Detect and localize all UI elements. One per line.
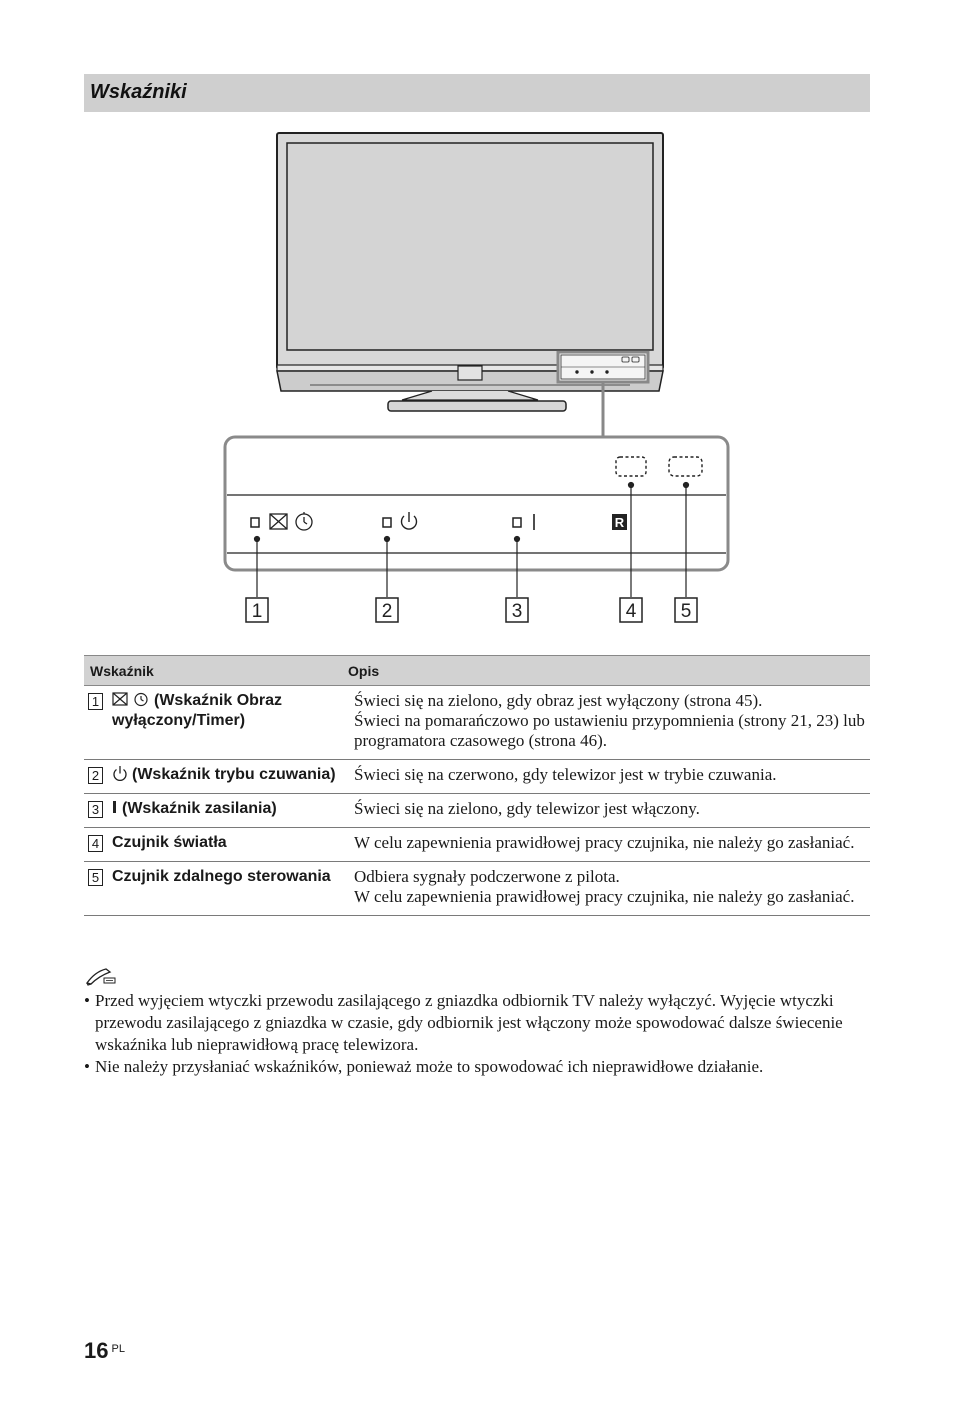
note-item: • Przed wyjęciem wtyczki przewodu zasilającego z gniazdka odbiornik TV należy wyłączyć. Wyjęcie wtyczki przewodu zasilającego z gniazdka w czasie, gdy odbiornik jest włączony może spowodować dalsze świecenie wskaźnika lub nieprawidłową pracę telewizora. (84, 990, 870, 1056)
table-header-row (84, 656, 870, 686)
description-cell (342, 760, 870, 794)
indicator-table-container (84, 655, 870, 916)
sensor-symbol-text: R (614, 515, 625, 530)
table-row (84, 760, 870, 794)
indicator-panel-closeup (225, 437, 728, 570)
callout-4 (620, 598, 642, 622)
standby-icon (112, 765, 128, 781)
row-icons (112, 691, 150, 707)
callout-2 (376, 598, 398, 622)
pencil-note-icon (84, 966, 118, 986)
row-number: 5 (88, 869, 103, 886)
indicator-cell (84, 862, 342, 916)
row-number: 2 (88, 767, 103, 784)
description-cell (342, 828, 870, 862)
table-row (84, 794, 870, 828)
indicator-label: (Wskaźnik zasilania) (122, 800, 277, 817)
row-number: 1 (88, 693, 103, 710)
description-line: Świeci na pomarańczowo po ustawieniu przypomnienia (strony 21, 23) lub programatora czasowego (strona 46). (354, 711, 865, 750)
description-line: Odbiera sygnały podczerwone z pilota. (354, 867, 620, 886)
description-line: Świeci się na zielono, gdy obraz jest wyłączony (strona 45). (354, 691, 763, 710)
callout-3 (506, 598, 528, 622)
table-row (84, 862, 870, 916)
indicator-cell (84, 760, 342, 794)
indicator-label: (Wskaźnik trybu czuwania) (132, 766, 336, 783)
callout-5 (675, 598, 697, 622)
description-line: W celu zapewnienia prawidłowej pracy czujnika, nie należy go zasłaniać. (354, 833, 855, 852)
indicator-cell (84, 828, 342, 862)
table-row (84, 828, 870, 862)
description-line: Świeci się na czerwono, gdy telewizor jest w trybie czuwania. (354, 765, 777, 784)
standby-indicator (383, 518, 391, 527)
note-item: • Nie należy przysłaniać wskaźników, ponieważ może to spowodować ich nieprawidłowe działanie. (84, 1056, 870, 1078)
tv-illustration (277, 133, 663, 437)
header-indicator: Wskaźnik (84, 656, 342, 686)
description-cell (342, 862, 870, 916)
callout-1-label: 1 (251, 601, 263, 622)
picture-off-icon (113, 693, 127, 705)
description-line: W celu zapewnienia prawidłowej pracy czujnika, nie należy go zasłaniać. (354, 887, 855, 906)
callout-1 (246, 598, 268, 622)
callout-4-label: 4 (625, 601, 637, 622)
remote-sensor-icon (612, 514, 627, 530)
indicator-label: (Wskaźnik Obraz wyłączony/Timer) (112, 692, 283, 729)
row-number: 3 (88, 801, 103, 818)
callout-2-label: 2 (381, 601, 393, 622)
indicator-table (84, 655, 870, 916)
page-number: 16 (84, 1338, 109, 1363)
indicator-cell (84, 794, 342, 828)
notes-list (84, 990, 870, 1078)
picture-off-timer-indicator (251, 518, 259, 527)
indicator-cell (84, 686, 342, 760)
indicator-label: Czujnik zdalnego sterowania (112, 868, 331, 885)
notes-section (84, 966, 870, 1078)
section-title: Wskaźniki (90, 81, 187, 103)
page-footer (84, 1338, 125, 1364)
header-description: Opis (342, 656, 870, 686)
description-cell (342, 686, 870, 760)
power-indicator (513, 518, 521, 527)
callout-5-label: 5 (680, 601, 692, 622)
table-row (84, 686, 870, 760)
description-line: Świeci się na zielono, gdy telewizor jest włączony. (354, 799, 700, 818)
page-language-code: PL (111, 1343, 125, 1355)
indicator-label: Czujnik światła (112, 834, 227, 851)
power-on-icon (112, 799, 118, 815)
callout-3-label: 3 (511, 601, 523, 622)
row-number: 4 (88, 835, 103, 852)
description-cell (342, 794, 870, 828)
tv-indicator-diagram (0, 0, 954, 640)
timer-icon (135, 694, 147, 706)
